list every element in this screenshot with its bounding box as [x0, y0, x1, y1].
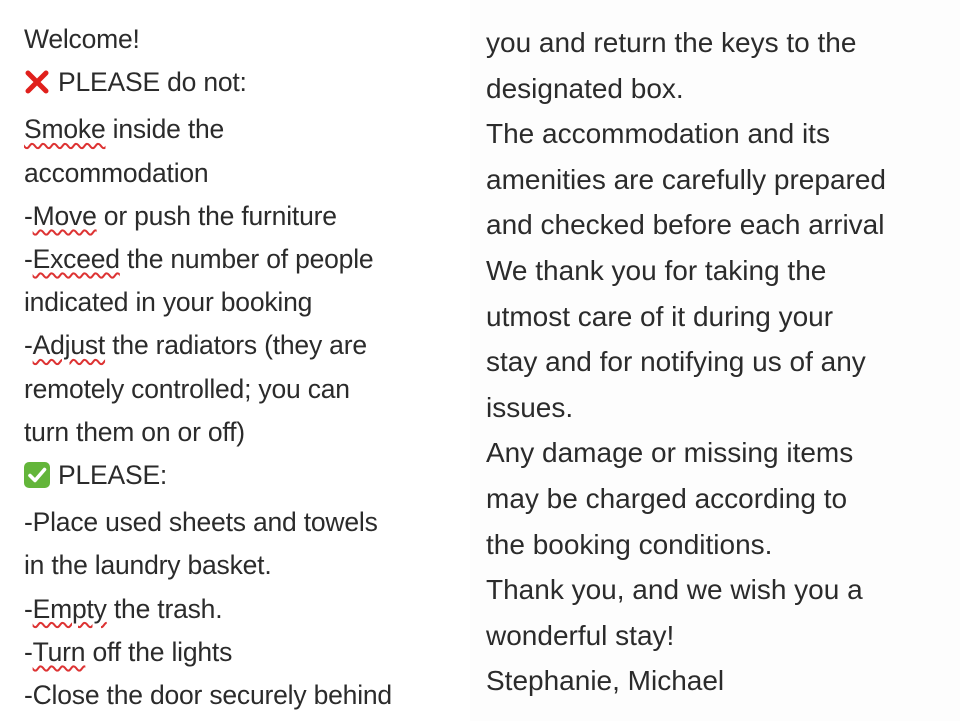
text-line: amenities are carefully prepared [486, 163, 886, 195]
red-cross-icon [24, 65, 50, 108]
misspelled-word: Smoke [24, 114, 106, 145]
do-not-heading [24, 61, 470, 108]
rule-empty: -Empty the trash. [24, 593, 223, 624]
text-line: and checked before each arrival [486, 209, 885, 241]
rule-adjust: -Adjust the radiators (they are [24, 330, 367, 361]
text-line: Thank you, and we wish you a [486, 574, 863, 606]
rule-exceed: -Exceed the number of people [24, 244, 374, 275]
text-line: designated box. [486, 72, 684, 104]
rule-place-cont: in the laundry basket. [24, 550, 272, 581]
green-check-icon [24, 458, 50, 501]
misspelled-word: Adjust [32, 330, 106, 361]
text-line: We thank you for taking the [486, 254, 827, 286]
text-line: the booking conditions. [486, 528, 773, 560]
rule-move: -Move or push the furniture [24, 200, 337, 231]
rule-adjust-cont1: remotely controlled; you can [24, 373, 350, 404]
misspelled-word: Empty [32, 593, 107, 624]
text-line: wonderful stay! [486, 619, 675, 651]
rule-adjust-cont2: turn them on or off) [24, 416, 245, 447]
misspelled-word: Move [32, 200, 97, 231]
do-not-heading-text: PLEASE do not: [58, 67, 247, 98]
rule-turn: -Turn off the lights [24, 636, 233, 667]
misspelled-word: Turn [32, 636, 86, 667]
welcome-line: Welcome! [24, 24, 140, 54]
rule-smoke-cont: accommodation [24, 157, 209, 188]
text-line: stay and for notifying us of any [486, 346, 866, 378]
text-line: you and return the keys to the [486, 27, 857, 58]
text-line: may be charged according to [486, 482, 848, 514]
rule-close: -Close the door securely behind [24, 680, 392, 711]
rule-exceed-cont: indicated in your booking [24, 287, 313, 318]
text-line: issues. [486, 391, 574, 423]
left-page [0, 0, 470, 721]
text-line: Any damage or missing items [486, 437, 854, 469]
text-line: utmost care of it during your [486, 300, 834, 332]
rule-place: -Place used sheets and towels [24, 507, 378, 538]
right-page [470, 0, 960, 721]
please-heading [24, 454, 470, 501]
misspelled-word: Exceed [32, 244, 120, 275]
signature: Stephanie, Michael [486, 665, 725, 697]
rule-smoke: Smoke inside the [24, 114, 225, 145]
please-heading-text: PLEASE: [58, 460, 168, 491]
text-line: The accommodation and its [486, 118, 830, 150]
